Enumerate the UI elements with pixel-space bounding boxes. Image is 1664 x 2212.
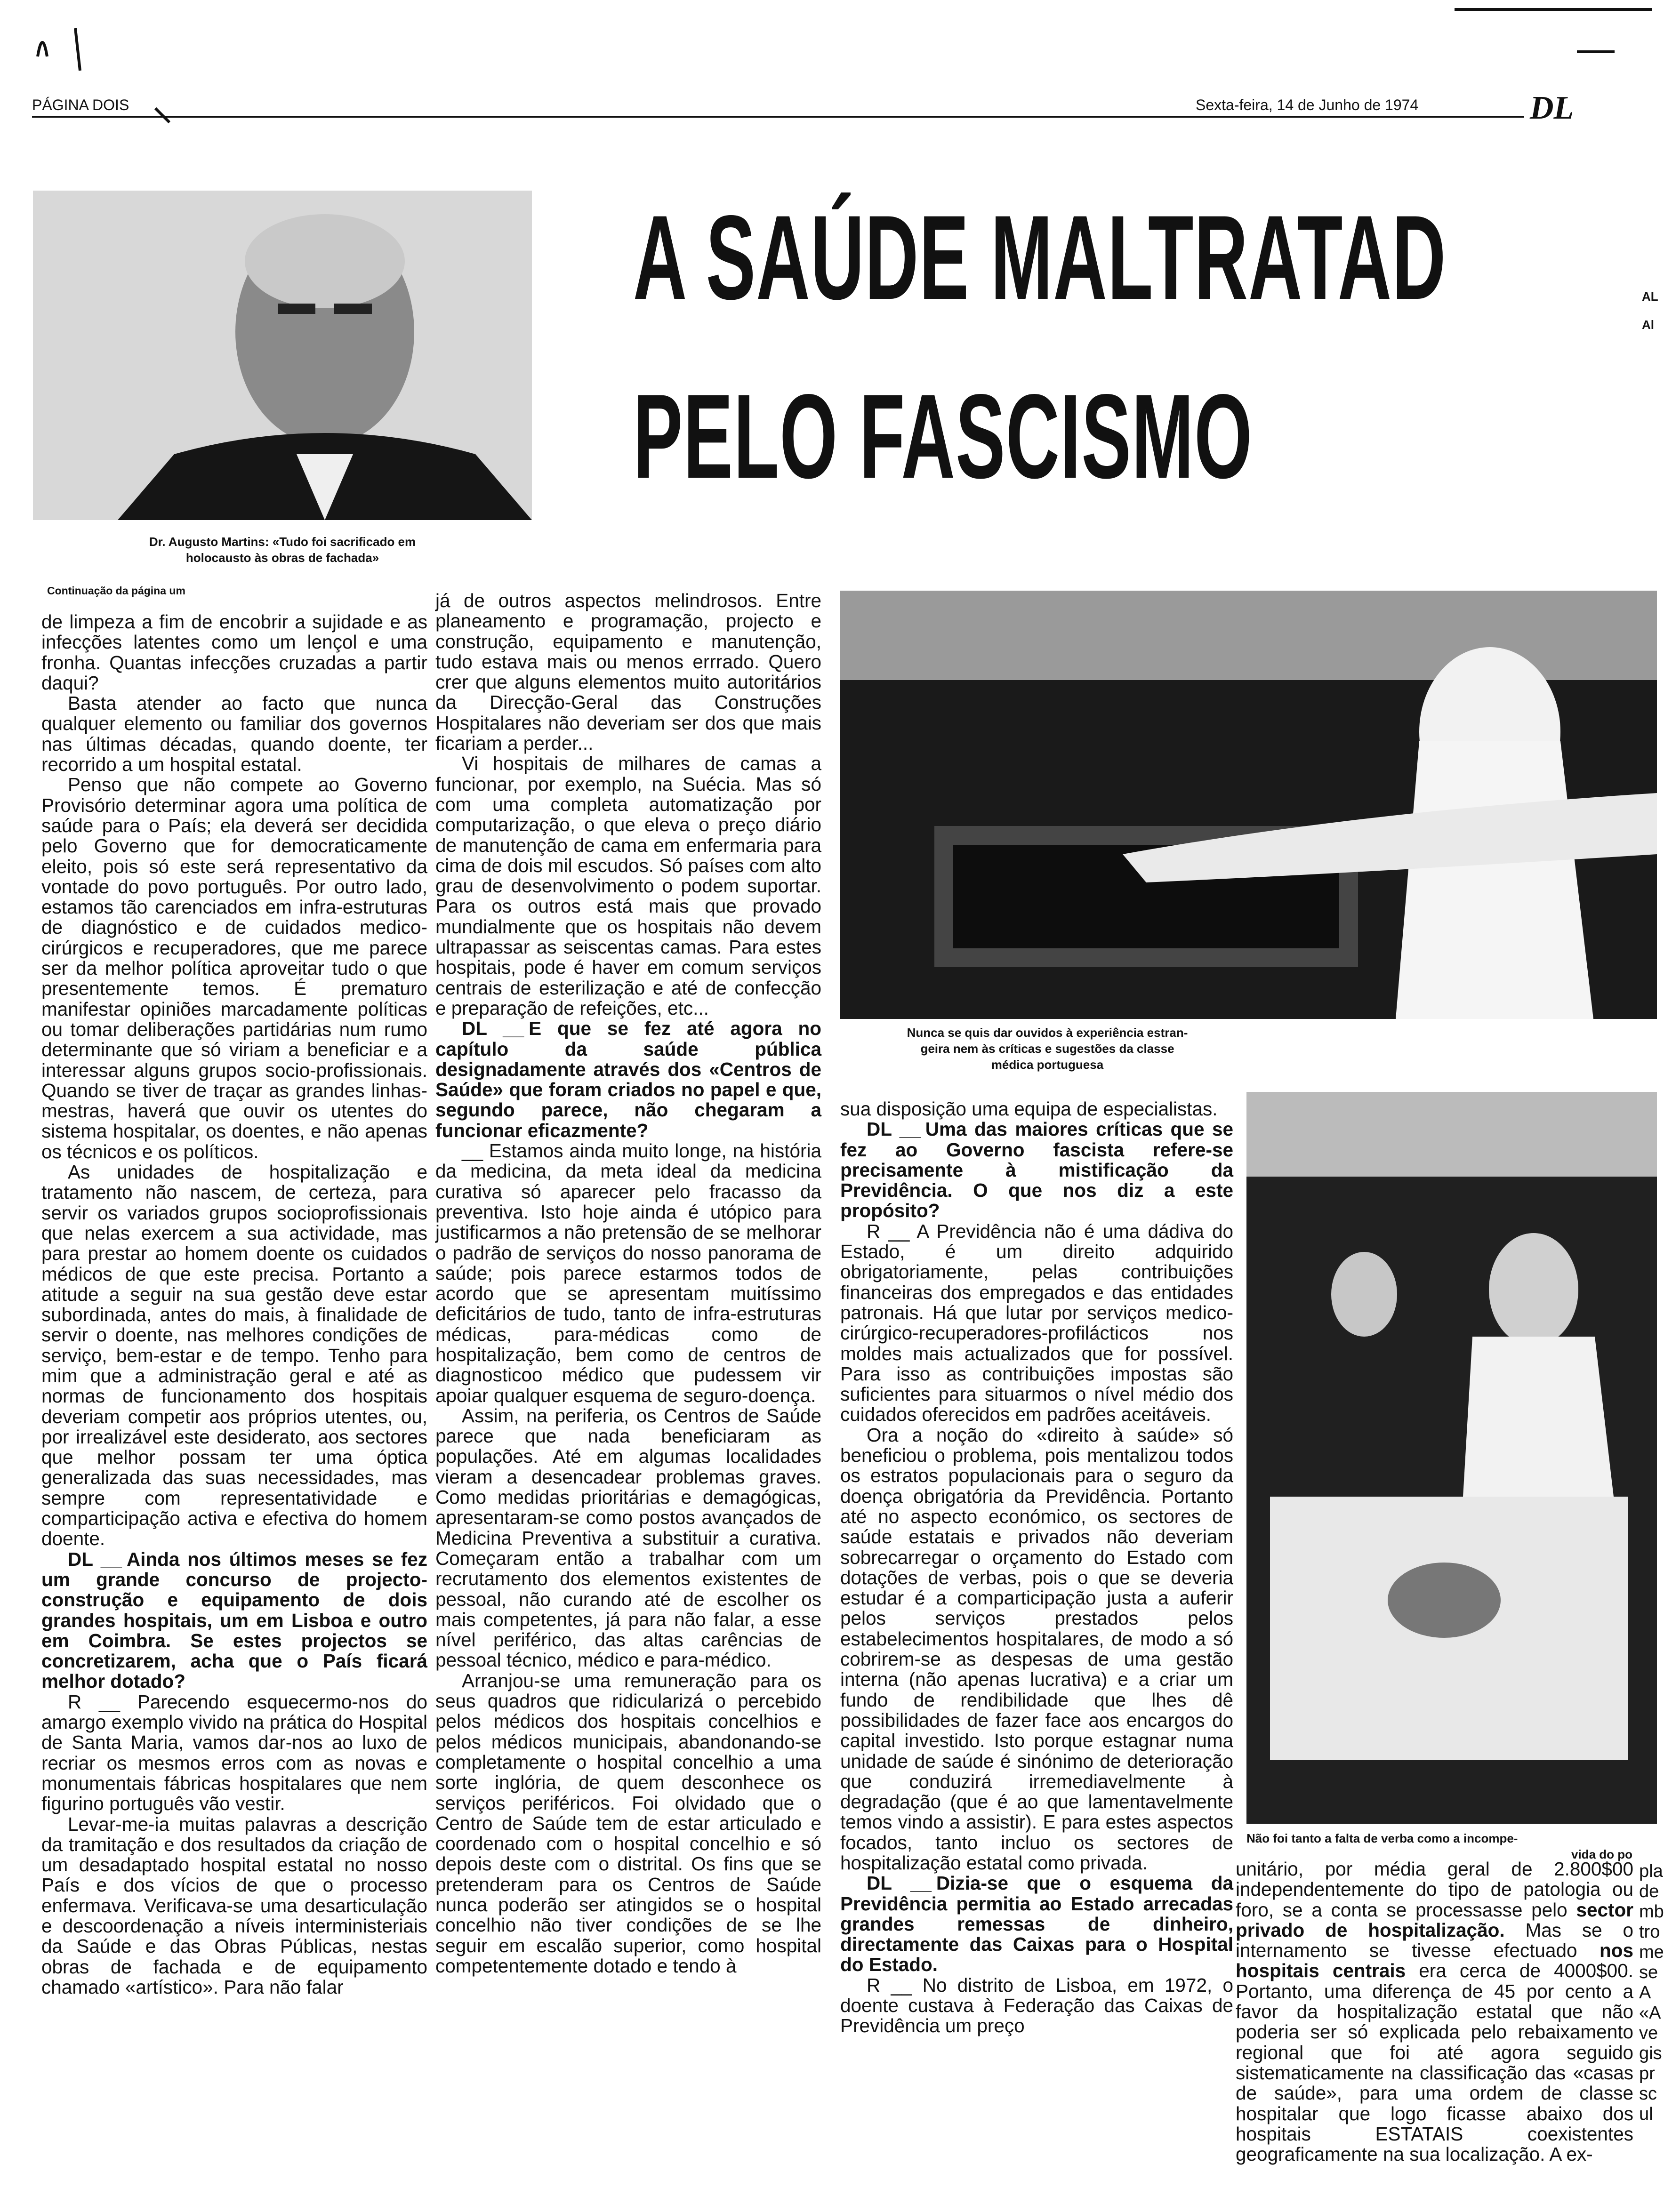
edge-column	[1639, 1861, 1664, 2124]
edge-fragment: «A	[1639, 2003, 1661, 2023]
paragraph: As unidades de hospitalização e tratamento não nascem, de certeza, para servir os variados grupos socioprofissionais que nelas exercem a sua actividade, mas para prestar ao homem doente os cuidados médicos de que este precisa. Portanto a atitude a seguir na sua gestão deve estar subordinada, antes do mais, à finalidade de servir o doente, nas melhores condições de serviço, bem-estar e de tempo. Tenho para mim que a administração geral e até as normas de funcionamento dos hospitais deveriam competir aos próprios utentes, ou, por irrealizável este desiderato, aos sectores que melhor possam ter uma óptica generalizada das suas necessidades, mas sempre com representatividade e comparticipação activa e efectiva do homem doente.	[41, 1161, 427, 1550]
paragraph: __ Estamos ainda muito longe, na história da medicina, da meta ideal da medicina curativa só aparecer pelo fracasso da preventiva. Isto hoje ainda é utópico para justificarmos a não pretensão de se melhorar o padrão de serviços do nosso panorama de saúde; pois parece estarmos todos de acordo que se apresentam muitíssimo deficitários de tudo, tanto de infra-estruturas médicas, para-médicas como de hospitalização, bem como de centros de diagnosticoo médico que pudessem vir apoiar qualquer esquema de seguro-doença.	[435, 1140, 821, 1406]
interview-question	[840, 1873, 1233, 1975]
header-rule	[32, 116, 1524, 118]
edge-fragment: se	[1639, 1963, 1658, 1982]
edge-fragment: mb	[1639, 1902, 1664, 1922]
question-marker: DL __	[867, 1872, 932, 1894]
question-text: Ainda nos últimos meses se fez um grande concurso de projecto-construção e equipamento de dois grandes hospitais, um em Lisboa e outro em Coimbra. Se estes projectos se concretizarem, acha que o País ficará melhor dotado?	[41, 1548, 427, 1692]
issue-date: Sexta-feira, 14 de Junho de 1974	[1196, 96, 1419, 113]
edge-fragment: me	[1639, 1942, 1664, 1962]
question-text: Dizia-se que o esquema da Previdência permitia ao Estado arrecadas grandes remessas de dinheiro, directamente das Caixas para o Hospital do Estado.	[840, 1872, 1233, 1976]
paragraph: R __ A Previdência não é uma dádiva do Estado, é um direito adquirido obrigatoriamente, pelas contribuições financeiras dos empregados e das entidades patronais. Há que lutar por serviços medico-cirúrgico-recuperadores-profilácticos nos moldes mais actualizados que for possível. Para isso as contribuições impostas são suficientes para situarmos o nível médio dos cuidados oferecidos em padrões aceitáveis.	[840, 1220, 1233, 1426]
photo2-caption-line1: Não foi tanto a falta de verba como a incompe-	[1246, 1831, 1518, 1845]
question-marker: DL __	[462, 1018, 524, 1040]
portrait-caption-line2: holocausto às obras de fachada»	[185, 550, 379, 565]
paragraph: Basta atender ao facto que nunca qualquer elemento ou familiar dos governos nas últimas décadas, quando doente, ter recorrido a um hospital estatal.	[41, 692, 427, 776]
paragraph: R __ No distrito de Lisboa, em 1972, o doente custava à Federação das Caixas de Previdência um preço	[840, 1974, 1233, 2037]
kitchen-photo	[840, 591, 1657, 1019]
edge-fragment: Al	[1642, 318, 1654, 332]
interview-question	[435, 1018, 821, 1141]
paragraph: Arranjou-se uma remuneração para os seus quadros que ridicularizá o percebido pelos médicos dos hospitais concelhios e pelos médicos municipais, abandonando-se completamente o hospital concelhio a uma sorte inglória, de quem desconhece os serviços periféricos. Foi olvidado que o Centro de Saúde tem de estar articulado e coordenado com o hospital concelhio e só depois deste com o distrital. Os fins que se pretenderam para os Centros de Saúde nunca poderão ser atingidos se o hospital concelhio não tiver condições de se lhe seguir em escalão superior, como hospital competentemente dotado e tendo à	[435, 1669, 821, 1977]
edge-fragment: pla	[1639, 1861, 1663, 1881]
paragraph: Penso que não compete ao Governo Provisório determinar agora uma política de saúde para o País; ela deverá ser decidida pelo Governo que for democraticamente eleito, pois só este será representativo da vontade do povo português. Por outro lado, estamos tão carenciados em infra-estruturas de diagnóstico e de cuidados medico-cirúrgicos e recuperadores, que me parece ser da melhor política aproveitar tudo o que presentemente temos. É prematuro manifestar opiniões marcadamente políticas ou tomar deliberações partidárias num rumo determinante que só viriam a beneficiar e a interessar alguns grupos socio-profissionais. Quando se tiver de traçar as grandes linhas-mestras, haverá que ouvir os utentes do sistema hospitalar, os doentes, e não apenas os técnicos e os políticos.	[41, 774, 427, 1162]
paragraph: de limpeza a fim de encobrir a sujidade e as infecções latentes como um lençol e uma fronha. Quantas infecções cruzadas a partir daqui?	[41, 611, 427, 694]
column-4	[1236, 1859, 1633, 2164]
interview-question	[41, 1549, 427, 1692]
question-text: Uma das maiores críticas que se fez ao Governo fascista refere-se precisamente à mistificação da Previdência. O que nos diz a este propósito?	[840, 1118, 1233, 1222]
headline-line2: PELO FASCISMO	[633, 369, 1253, 504]
question-marker: DL __	[867, 1118, 921, 1140]
photo1-caption-line3: médica portuguesa	[991, 1057, 1104, 1072]
edge-fragment: de	[1639, 1882, 1659, 1901]
edge-fragment: tro	[1639, 1922, 1660, 1942]
continuation-note: Continuação da página um	[47, 585, 185, 597]
paragraph: Ora a noção do «direito à saúde» só beneficiou o problema, pois mentalizou todos os estratos populacionais para o seguro da doença obrigatória da Previdência. Portanto até no aspecto económico, os sectores de saúde estatais e privados não deveriam sobrecarregar o orçamento do Estado com dotações de verbas, pois o que se deveria estudar é a comparticipação justa a auferir pelos serviços prestados pelos estabelecimentos hospitalares, de modo a só cobrirem-se as despesas de uma gestão interna (não apenas lucrativa) e a criar um fundo de rendibilidade que lhes dê possibilidades de fazer face aos encargos do capital investido. Isto porque estagnar numa unidade de saúde é sinónimo de deterioração que conduzirá irremediavelmente à degradação (que é ao que lamentavelmente temos vindo a assistir). E para estes aspectos focados, tanto incluo os sectores de hospitalização estatal como privada.	[840, 1424, 1233, 1874]
paragraph: Vi hospitais de milhares de camas a funcionar, por exemplo, na Suécia. Mas só com uma completa automatização por computarização, o que eleva o preço diário de manutenção de cama em enfermaria para cima de dois mil escudos. Só países com alto grau de desenvolvimento o podem suportar. Para os outros está mais que provado mundialmente que os hospitais não devem ultrapassar as seiscentas camas. Para estes hospitais, pode é haver em comum serviços centrais de esterilização e até de confecção e preparação de refeições, etc...	[435, 753, 821, 1019]
column-3	[840, 1099, 1233, 2036]
photo2-caption-line2: vida do po	[1571, 1847, 1632, 1861]
photo1-caption-line1: Nunca se quis dar ouvidos à experiência estran-	[907, 1026, 1188, 1040]
edge-fragment: ul	[1639, 2104, 1653, 2124]
edge-fragment: pr	[1639, 2064, 1655, 2084]
column-1	[41, 612, 427, 1997]
paragraph: Assim, na periferia, os Centros de Saúde parece que nada beneficiaram as populações. Até em algumas localidades vieram a desencadear problemas graves. Como medidas prioritárias e demagógicas, apresentaram-se como postos avançados de Medicina Preventiva a substituir a curativa. Começaram então a trabalhar com um recrutamento dos elementos existentes de pessoal, não curando até de escolher os mais competentes, já para não falar, a esse nível periférico, das altas carências de pessoal técnico, médico e para-médico.	[435, 1404, 821, 1671]
top-scribbles	[0, 0, 1657, 160]
edge-fragment: AL	[1642, 289, 1658, 304]
paragraph: Levar-me-ia muitas palavras a descrição da tramitação e dos resultados da criação de um desadaptado hospital estatal no nosso País e dos vícios de que o processo enfermava. Verificava-se uma desarticulação e descoordenação a níveis interministeriais da Saúde e das Obras Públicas, nestas obras de fachada e de equipamento chamado «artístico». Para não falar	[41, 1813, 427, 1998]
text-run: unitário, por média geral de 2.800$00 independentemente do tipo de patologia ou foro, se a conta se processasse pelo	[1236, 1858, 1633, 1921]
text-run: Mas se o internamento se tivesse efectuado	[1236, 1919, 1633, 1962]
text-run: era cerca de 4000$00. Portanto, uma diferença de 45 por cento a favor da hospitalização estatal que não poderia ser só explicada pelo rebaixamento regional que foi até agora seguido sistematicamente na classificação das «casas de saúde», para uma ordem de classe hospitalar que logo ficasse abaixo dos hospitais ESTATAIS coexistentes geograficamente na sua localização. A ex-	[1236, 1960, 1633, 2165]
question-text: E que se fez até agora no capítulo da saúde pública designadamente através dos «Centros de Saúde» que foram criados no papel e que, segundo parece, não chegaram a funcionar eficazmente?	[435, 1018, 821, 1141]
bold-run: nos hospitais centrais	[1236, 1940, 1633, 1982]
ward-photo	[1246, 1092, 1657, 1824]
headline-line1: A SAÚDE MALTRATAD	[633, 191, 1447, 325]
portrait-photo	[33, 191, 532, 520]
paragraph: sua disposição uma equipa de especialistas.	[840, 1098, 1218, 1120]
paragraph: R __ Parecendo esquecermo-nos do amargo exemplo vivido na prática do Hospital de Santa Maria, vamos dar-nos ao luxo de recriar os mesmos erros com as novas e monumentais fábricas hospitalares que nem figurino português vão vestir.	[41, 1691, 427, 1815]
photo1-caption-line2: geira nem às críticas e sugestões da classe	[920, 1041, 1174, 1056]
column-2	[435, 591, 821, 1976]
portrait-caption-line1: Dr. Augusto Martins: «Tudo foi sacrificado em	[149, 535, 416, 549]
question-marker: DL __	[68, 1548, 122, 1570]
edge-fragment: sc	[1639, 2084, 1657, 2104]
edge-fragment: ve	[1639, 2023, 1658, 2043]
paragraph	[1236, 1859, 1633, 2164]
paragraph: já de outros aspectos melindrosos. Entre planeamento e programação, projecto e construção, equipamento e manutenção, tudo estava mais ou menos errrado. Quero crer que alguns elementos muito autoritários da Direcção-Geral das Construções Hospitalares não deveriam ser dos que mais ficariam a perder...	[435, 590, 821, 754]
page-label: PÁGINA DOIS	[32, 96, 129, 113]
edge-fragment: gis	[1639, 2044, 1662, 2063]
bold-run: sector privado de hospitalização.	[1236, 1899, 1633, 1941]
interview-question	[840, 1119, 1233, 1221]
edge-fragment: A	[1639, 1983, 1651, 2003]
newspaper-logo: DL	[1530, 90, 1574, 126]
